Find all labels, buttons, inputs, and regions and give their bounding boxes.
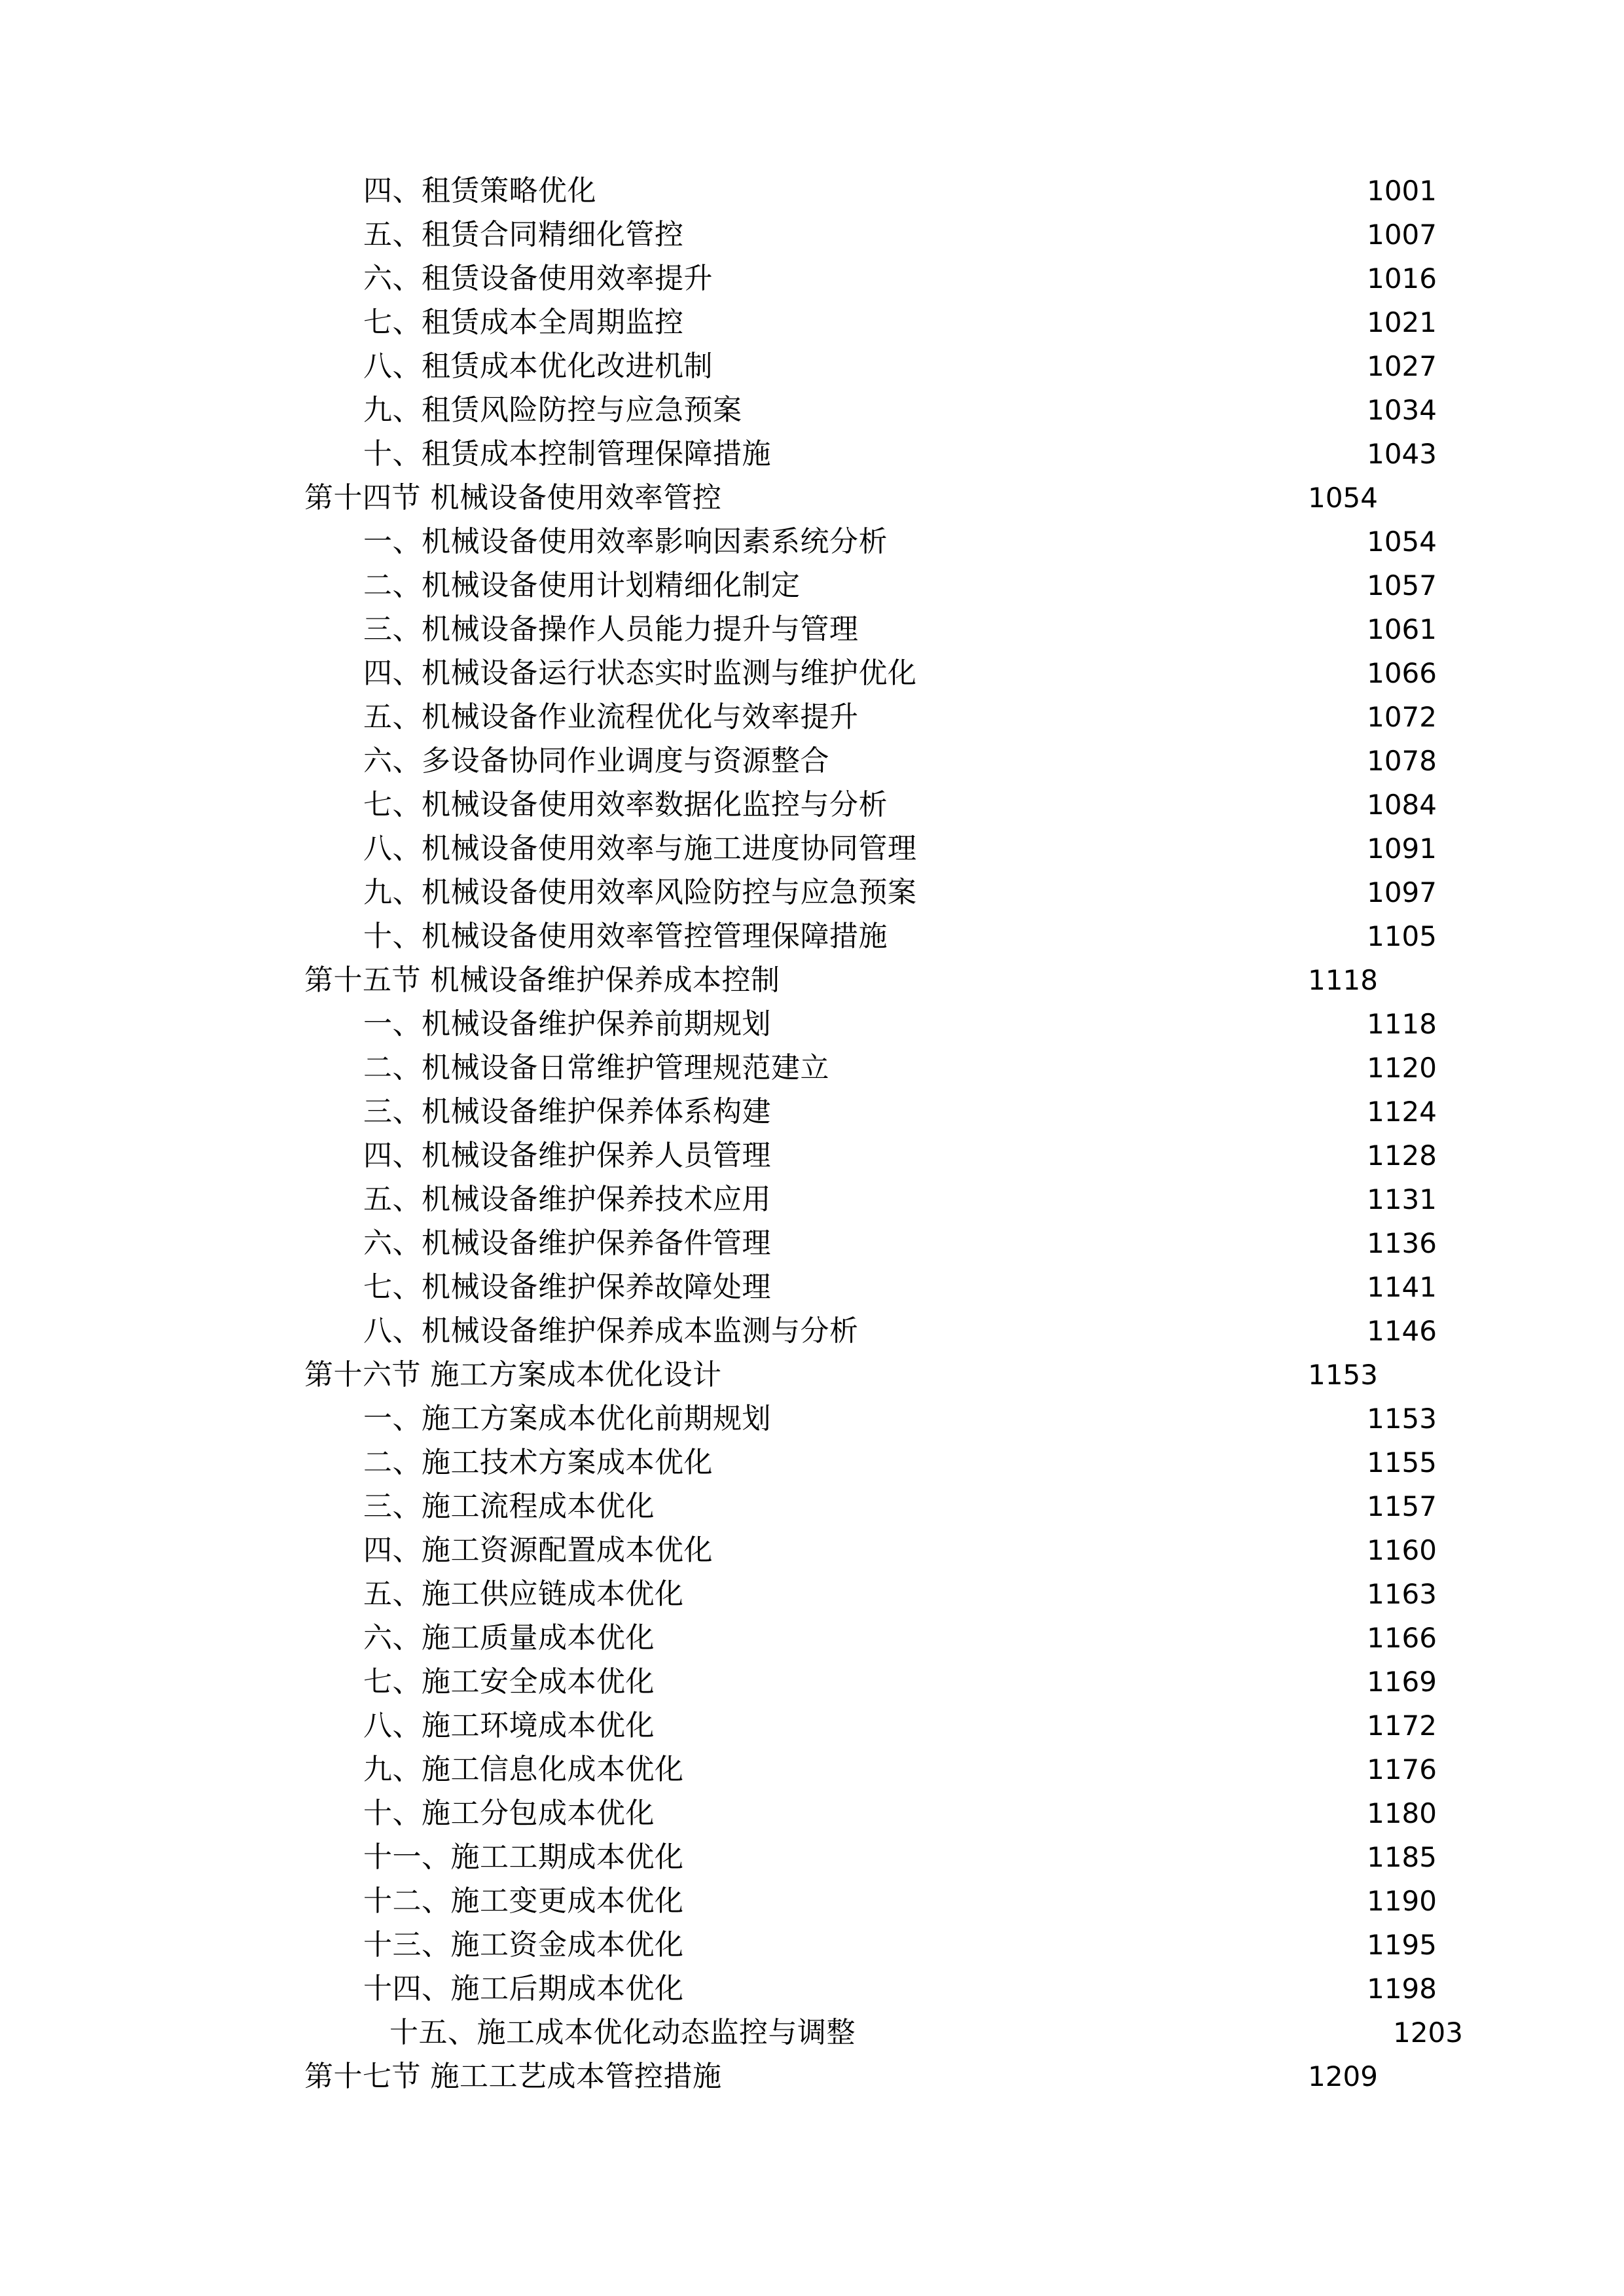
toc-entry-page-number: 1124 (1367, 1096, 1437, 1128)
toc-entry-title: 四、租赁策略优化 (363, 174, 596, 207)
toc-item-entry[interactable] (304, 344, 1437, 388)
toc-entry-page-number: 1072 (1367, 701, 1437, 733)
toc-entry-page-number: 1061 (1367, 613, 1437, 645)
toc-entry-page-number: 1001 (1367, 175, 1437, 207)
toc-item-entry[interactable] (304, 257, 1437, 300)
toc-dot-leader (801, 584, 1359, 595)
toc-entry-title: 五、施工供应链成本优化 (363, 1577, 684, 1611)
toc-item-entry[interactable] (304, 213, 1437, 257)
toc-dot-leader (684, 1944, 1359, 1954)
toc-entry-page-number: 1190 (1367, 1885, 1437, 1917)
toc-entry-title: 六、租赁设备使用效率提升 (363, 262, 713, 295)
toc-item-entry[interactable] (304, 564, 1437, 607)
toc-item-entry[interactable] (304, 1660, 1437, 1704)
toc-entry-page-number: 1153 (1308, 1359, 1378, 1391)
toc-item-entry[interactable] (304, 300, 1437, 344)
toc-dot-leader (684, 321, 1359, 332)
toc-entry-page-number: 1160 (1367, 1534, 1437, 1566)
toc-entry-title: 十五、施工成本优化动态监控与调整 (389, 2016, 856, 2049)
toc-item-entry[interactable] (304, 1221, 1437, 1265)
toc-entry-page-number: 1027 (1367, 350, 1437, 382)
toc-item-entry[interactable] (304, 1309, 1437, 1353)
toc-entry-page-number: 1141 (1367, 1271, 1437, 1303)
toc-entry-title: 七、机械设备维护保养故障处理 (363, 1270, 771, 1304)
toc-entry-title: 第十六节 施工方案成本优化设计 (304, 1358, 722, 1391)
toc-item-entry[interactable] (304, 1923, 1437, 1967)
toc-entry-page-number: 1118 (1308, 964, 1378, 996)
toc-dot-leader (859, 1330, 1359, 1340)
toc-dot-leader (713, 278, 1358, 288)
toc-entry-title: 一、机械设备维护保养前期规划 (363, 1007, 771, 1041)
toc-dot-leader (722, 2075, 1300, 2086)
toc-entry-title: 十二、施工变更成本优化 (363, 1884, 684, 1918)
toc-entry-page-number: 1120 (1367, 1052, 1437, 1084)
toc-dot-leader (829, 1067, 1358, 1077)
toc-entry-page-number: 1084 (1367, 789, 1437, 821)
toc-entry-title: 三、机械设备维护保养体系构建 (363, 1095, 771, 1128)
toc-entry-page-number: 1203 (1393, 2017, 1463, 2049)
toc-dot-leader (771, 1155, 1358, 1165)
toc-entry-title: 一、施工方案成本优化前期规划 (363, 1402, 771, 1435)
toc-item-entry[interactable] (304, 1484, 1437, 1528)
toc-entry-title: 十三、施工资金成本优化 (363, 1928, 684, 1962)
toc-dot-leader (829, 760, 1358, 770)
toc-entry-page-number: 1097 (1367, 876, 1437, 908)
toc-entry-title: 十一、施工工期成本优化 (363, 1840, 684, 1874)
toc-entry-title: 三、施工流程成本优化 (363, 1490, 655, 1523)
toc-entry-page-number: 1016 (1367, 262, 1437, 295)
toc-dot-leader (655, 1505, 1358, 1516)
toc-section-entry[interactable] (304, 958, 1378, 1002)
toc-entry-page-number: 1176 (1367, 1753, 1437, 1785)
toc-entry-page-number: 1034 (1367, 394, 1437, 426)
toc-item-entry[interactable] (304, 1791, 1437, 1835)
toc-dot-leader (684, 1593, 1359, 1604)
toc-item-entry[interactable] (304, 1967, 1437, 2011)
toc-entry-page-number: 1066 (1367, 657, 1437, 689)
toc-item-entry[interactable] (304, 651, 1437, 695)
toc-entry-title: 四、机械设备运行状态实时监测与维护优化 (363, 656, 917, 690)
toc-dot-leader (917, 891, 1359, 902)
toc-dot-leader (684, 1856, 1359, 1867)
toc-dot-leader (771, 1198, 1358, 1209)
toc-dot-leader (888, 935, 1358, 946)
toc-entry-title: 六、多设备协同作业调度与资源整合 (363, 744, 829, 778)
toc-dot-leader (771, 1418, 1358, 1428)
toc-entry-title: 二、机械设备日常维护管理规范建立 (363, 1051, 829, 1085)
toc-entry-page-number: 1136 (1367, 1227, 1437, 1259)
toc-entry-title: 二、施工技术方案成本优化 (363, 1446, 713, 1479)
toc-entry-page-number: 1054 (1308, 482, 1378, 514)
toc-dot-leader (684, 1900, 1359, 1910)
toc-dot-leader (917, 848, 1359, 858)
toc-item-entry[interactable] (304, 1265, 1437, 1309)
toc-entry-title: 八、施工环境成本优化 (363, 1709, 655, 1742)
toc-entry-title: 五、机械设备作业流程优化与效率提升 (363, 700, 859, 734)
toc-dot-leader (859, 628, 1359, 639)
toc-item-entry[interactable] (304, 1002, 1437, 1046)
toc-entry-page-number: 1153 (1367, 1403, 1437, 1435)
toc-entry-page-number: 1185 (1367, 1841, 1437, 1873)
toc-dot-leader (596, 190, 1358, 200)
toc-entry-page-number: 1007 (1367, 219, 1437, 251)
toc-entry-title: 十、施工分包成本优化 (363, 1797, 655, 1830)
toc-entry-page-number: 1105 (1367, 920, 1437, 952)
toc-entry-page-number: 1180 (1367, 1797, 1437, 1829)
toc-entry-title: 六、施工质量成本优化 (363, 1621, 655, 1655)
toc-entry-title: 六、机械设备维护保养备件管理 (363, 1227, 771, 1260)
toc-entry-page-number: 1163 (1367, 1578, 1437, 1610)
toc-entry-page-number: 1131 (1367, 1183, 1437, 1215)
toc-dot-leader (742, 409, 1359, 420)
toc-item-entry[interactable] (304, 1528, 1437, 1572)
toc-item-entry[interactable] (304, 432, 1437, 476)
toc-dot-leader (684, 1768, 1359, 1779)
toc-entry-title: 四、施工资源配置成本优化 (363, 1534, 713, 1567)
toc-entry-title: 第十五节 机械设备维护保养成本控制 (304, 963, 780, 997)
toc-item-entry[interactable] (304, 2011, 1463, 2054)
toc-item-entry[interactable] (304, 1397, 1437, 1441)
toc-dot-leader (771, 1286, 1358, 1297)
toc-section-entry[interactable] (304, 2054, 1378, 2098)
toc-entry-page-number: 1157 (1367, 1490, 1437, 1522)
toc-entry-page-number: 1057 (1367, 569, 1437, 601)
toc-dot-leader (771, 1242, 1358, 1253)
toc-dot-leader (722, 497, 1300, 507)
toc-entry-page-number: 1166 (1367, 1622, 1437, 1654)
toc-dot-leader (888, 804, 1358, 814)
toc-item-entry[interactable] (304, 1616, 1437, 1660)
toc-entry-title: 八、机械设备维护保养成本监测与分析 (363, 1314, 859, 1348)
toc-item-entry[interactable] (304, 870, 1437, 914)
toc-dot-leader (655, 1725, 1358, 1735)
toc-dot-leader (771, 453, 1358, 463)
toc-dot-leader (780, 979, 1300, 990)
toc-item-entry[interactable] (304, 520, 1437, 564)
toc-entry-title: 七、租赁成本全周期监控 (363, 306, 684, 339)
toc-dot-leader (655, 1637, 1358, 1647)
toc-dot-leader (856, 2032, 1384, 2042)
toc-item-entry[interactable] (304, 607, 1437, 651)
toc-dot-leader (917, 672, 1359, 683)
toc-dot-leader (713, 1462, 1358, 1472)
toc-entry-page-number: 1118 (1367, 1008, 1437, 1040)
toc-item-entry[interactable] (304, 783, 1437, 827)
toc-entry-title: 十、机械设备使用效率管控管理保障措施 (363, 920, 888, 953)
toc-item-entry[interactable] (304, 695, 1437, 739)
toc-item-entry[interactable] (304, 1090, 1437, 1134)
toc-item-entry[interactable] (304, 169, 1437, 213)
toc-entry-title: 七、施工安全成本优化 (363, 1665, 655, 1698)
toc-item-entry[interactable] (304, 1177, 1437, 1221)
toc-item-entry[interactable] (304, 914, 1437, 958)
toc-entry-page-number: 1078 (1367, 745, 1437, 777)
toc-entry-page-number: 1054 (1367, 526, 1437, 558)
toc-dot-leader (713, 365, 1358, 376)
toc-dot-leader (859, 716, 1359, 726)
toc-entry-title: 九、施工信息化成本优化 (363, 1753, 684, 1786)
toc-item-entry[interactable] (304, 1441, 1437, 1484)
toc-entry-page-number: 1091 (1367, 833, 1437, 865)
toc-entry-page-number: 1172 (1367, 1710, 1437, 1742)
toc-entry-title: 一、机械设备使用效率影响因素系统分析 (363, 525, 888, 558)
toc-entry-title: 十四、施工后期成本优化 (363, 1972, 684, 2005)
toc-entry-page-number: 1195 (1367, 1929, 1437, 1961)
toc-dot-leader (655, 1681, 1358, 1691)
toc-item-entry[interactable] (304, 827, 1437, 870)
toc-item-entry[interactable] (304, 1134, 1437, 1177)
toc-entry-page-number: 1155 (1367, 1446, 1437, 1479)
toc-entry-title: 三、机械设备操作人员能力提升与管理 (363, 613, 859, 646)
toc-dot-leader (771, 1023, 1358, 1033)
toc-item-entry[interactable] (304, 1879, 1437, 1923)
toc-dot-leader (771, 1111, 1358, 1121)
toc-item-entry[interactable] (304, 1704, 1437, 1748)
toc-entry-page-number: 1146 (1367, 1315, 1437, 1347)
toc-entry-title: 第十四节 机械设备使用效率管控 (304, 481, 722, 514)
toc-entry-title: 九、机械设备使用效率风险防控与应急预案 (363, 876, 917, 909)
toc-dot-leader (655, 1812, 1358, 1823)
toc-item-entry[interactable] (304, 739, 1437, 783)
toc-item-entry[interactable] (304, 388, 1437, 432)
toc-entry-title: 第十七节 施工工艺成本管控措施 (304, 2060, 722, 2093)
toc-entry-title: 七、机械设备使用效率数据化监控与分析 (363, 788, 888, 821)
toc-dot-leader (713, 1549, 1358, 1560)
toc-item-entry[interactable] (304, 1835, 1437, 1879)
toc-entry-title: 八、租赁成本优化改进机制 (363, 350, 713, 383)
toc-entry-page-number: 1128 (1367, 1139, 1437, 1172)
toc-entry-title: 二、机械设备使用计划精细化制定 (363, 569, 801, 602)
toc-entry-title: 九、租赁风险防控与应急预案 (363, 393, 742, 427)
toc-item-entry[interactable] (304, 1572, 1437, 1616)
toc-entry-page-number: 1198 (1367, 1973, 1437, 2005)
toc-item-entry[interactable] (304, 1046, 1437, 1090)
toc-entry-title: 十、租赁成本控制管理保障措施 (363, 437, 771, 471)
toc-dot-leader (888, 541, 1358, 551)
toc-entry-title: 五、机械设备维护保养技术应用 (363, 1183, 771, 1216)
toc-entry-page-number: 1043 (1367, 438, 1437, 470)
toc-entry-page-number: 1209 (1308, 2060, 1378, 2092)
toc-entry-title: 八、机械设备使用效率与施工进度协同管理 (363, 832, 917, 865)
toc-entry-title: 五、租赁合同精细化管控 (363, 218, 684, 251)
toc-entry-page-number: 1169 (1367, 1666, 1437, 1698)
toc-dot-leader (722, 1374, 1300, 1384)
table-of-contents-list (304, 169, 1463, 2098)
toc-dot-leader (684, 1988, 1359, 1998)
toc-item-entry[interactable] (304, 1748, 1437, 1791)
toc-entry-page-number: 1021 (1367, 306, 1437, 338)
toc-section-entry[interactable] (304, 476, 1378, 520)
toc-entry-title: 四、机械设备维护保养人员管理 (363, 1139, 771, 1172)
toc-dot-leader (684, 234, 1359, 244)
toc-section-entry[interactable] (304, 1353, 1378, 1397)
